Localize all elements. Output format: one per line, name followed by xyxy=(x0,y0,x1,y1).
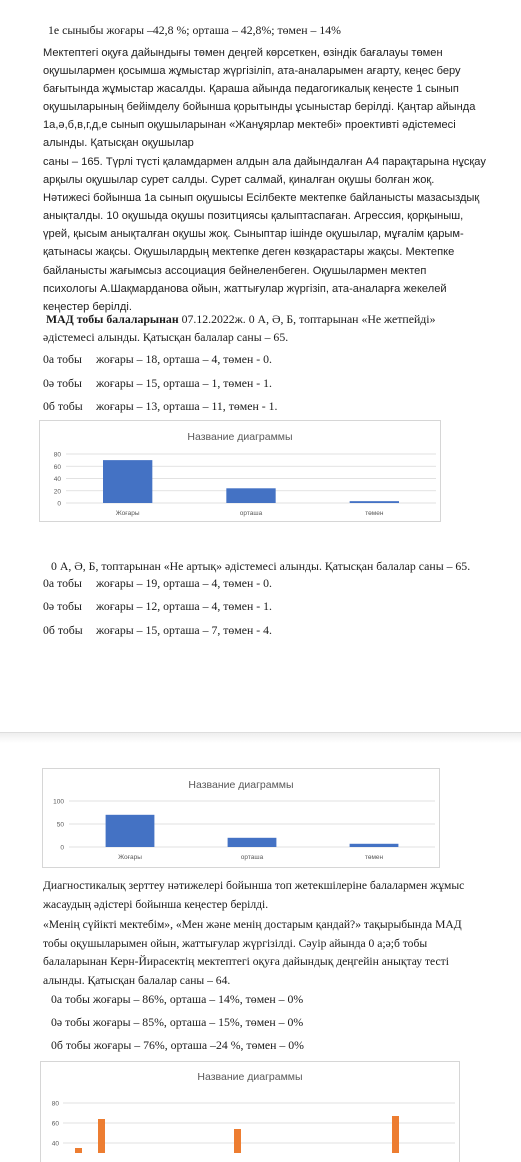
mad-group-date: 07.12.2022ж. 0 А, Ә, Б, топтарынан «Не жетпейді» xyxy=(178,312,436,326)
x-tick-label: Жоғары xyxy=(118,854,142,861)
group-values: жоғары – 15, орташа – 1, төмен - 1. xyxy=(96,376,272,390)
bar xyxy=(392,1116,399,1153)
kern-result-0ae: 0ә тобы жоғары – 85%, орташа – 15%, төмен – 0% xyxy=(51,1015,304,1029)
text-line: «Менің сүйікті мектебім», «Мен және менің достарым қандай?» тақырыбында МАД xyxy=(43,918,462,931)
x-tick-label: төмен xyxy=(364,854,384,861)
chart-1 xyxy=(39,420,441,522)
group-name: 0а тобы xyxy=(43,576,82,590)
paragraph-adaptation xyxy=(43,44,513,153)
result-line-1: 1е сыныбы жоғары –42,8 %; орташа – 42,8%; төмен – 14% xyxy=(48,23,341,37)
bar xyxy=(75,1148,82,1153)
group-result-0a xyxy=(43,350,272,369)
chart-2-plot xyxy=(43,769,439,867)
chart-3-plot xyxy=(41,1062,459,1153)
text-line: 1а,ә,б,в,г,д,е сынып оқушыларынан «Жанұярлар мектебі» проективті әдістемесі xyxy=(43,119,456,132)
text-line: балаларынан Керн-Йирасектің мектептегі оқуға дайындық деңгейін анықтау тесті xyxy=(43,955,449,969)
group-result-0ae xyxy=(43,374,272,393)
text-line: Диагностикалық зерттеу нәтижелері бойынша топ жетекшілеріне балалармен жұмыс xyxy=(43,879,465,892)
y-tick-label: 60 xyxy=(51,1120,59,1128)
text-line: бағытында жұмыстар жасалды. Қараша айында педагогикалық кеңесте 1 сынып xyxy=(43,83,459,96)
group-name: 0ә тобы xyxy=(43,599,82,613)
group-result-0ae xyxy=(43,597,272,616)
text-line: қатынасы жақсы. Оқушылардың мектепке деген көзқарастары жақсы. Мектепке xyxy=(43,246,455,259)
text-line: үрей, қысым анықталған оқушы жоқ. Сыныптар ішінде оқушылар, мұғалім қарым- xyxy=(43,228,464,241)
text-line: оқушылармен қосымша жұмыстар жүргізіліп, ата-аналарымен ағарту, кеңес беру xyxy=(43,65,461,78)
group-name: 0а тобы xyxy=(43,352,82,366)
chart-title: Название диаграммы xyxy=(188,779,294,791)
y-tick-label: 100 xyxy=(53,798,64,806)
text-line: алынды. Қатысқан оқушылар xyxy=(43,137,194,150)
group-name: 0ә тобы xyxy=(43,376,82,390)
paragraph-diagnostics xyxy=(43,877,513,914)
bar xyxy=(98,1119,105,1153)
bar xyxy=(350,501,399,503)
mad-group-heading xyxy=(46,310,435,329)
chart-1-plot xyxy=(40,421,440,521)
paragraph-drawing-test xyxy=(43,153,513,316)
bar xyxy=(228,838,277,847)
kern-result-0b: 0б тобы жоғары – 76%, орташа –24 %, төмен – 0% xyxy=(51,1038,305,1052)
text-line: жасаудың әдістері бойынша кеңестер берілді. xyxy=(43,897,269,911)
kern-result-0a: 0а тобы жоғары – 86%, орташа – 14%, төмен – 0% xyxy=(51,992,304,1006)
paragraph-kern-test xyxy=(43,916,513,990)
text-line: алынды. Қатысқан балалар саны – 64. xyxy=(43,973,231,987)
x-tick-label: төмен xyxy=(365,510,384,517)
mad-group-bold: МАД тобы балаларынан xyxy=(46,312,179,326)
x-tick-label: Жоғары xyxy=(115,510,140,517)
group-values: жоғары – 19, орташа – 4, төмен - 0. xyxy=(96,576,272,590)
chart-3 xyxy=(40,1061,460,1162)
chart-title: Название диаграммы xyxy=(197,1071,303,1083)
text-line: Мектептегі оқуға дайындығы төмен деңгей көрсеткен, өзіндік бағалауы төмен xyxy=(43,47,443,59)
group-name: 0б тобы xyxy=(43,623,83,637)
y-tick-label: 60 xyxy=(53,463,61,471)
bar xyxy=(103,460,152,503)
group-values: жоғары – 13, орташа – 11, төмен - 1. xyxy=(96,399,278,413)
group-result-0b xyxy=(43,621,272,640)
text-line: кеңестер берілді. xyxy=(43,300,132,313)
bar xyxy=(106,815,155,847)
text-line: арқылы оқушылар сурет салды. Сурет салмай, қиналған оқушы болған жоқ. xyxy=(43,174,435,187)
bar xyxy=(226,488,275,503)
y-tick-label: 0 xyxy=(60,844,64,852)
y-tick-label: 40 xyxy=(53,476,61,483)
text-line: тобы оқушыларымен ойын, жаттығулар жүргізілді. Сәуір айында 0 а;ә;б тобы xyxy=(43,936,428,950)
text-line: психологы А.Шақмарданова ойын, жаттығулар жүргізіп, ата-аналарға жекелей xyxy=(43,282,447,295)
y-tick-label: 40 xyxy=(51,1140,59,1148)
group-name: 0б тобы xyxy=(43,399,83,413)
group-result-0a xyxy=(43,574,272,593)
y-tick-label: 80 xyxy=(51,1100,59,1108)
chart-title: Название диаграммы xyxy=(187,431,293,443)
page-break xyxy=(0,732,521,743)
y-tick-label: 0 xyxy=(57,500,61,508)
text-line: анықталды. 10 оқушыда оқушы позитциясы қалыптаспаған. Агрессия, қорқыныш, xyxy=(43,210,464,223)
text-line: оқушыларының бейімделу бойынша қорытынды ұсыныстар берілді. Қаңтар айында xyxy=(43,101,476,114)
chart-2 xyxy=(42,768,440,868)
group-result-0b xyxy=(43,397,277,416)
text-line: байланысты жағымсыз ассоциация бейнеленбеген. Оқушылармен мектеп xyxy=(43,264,427,277)
mad-group-line2: әдістемесі алынды. Қатысқан балалар саны – 65. xyxy=(43,330,289,344)
text-line: саны – 165. Түрлі түсті қаламдармен алдын ала дайындалған А4 парақтарына нұсқау xyxy=(43,156,486,168)
x-tick-label: орташа xyxy=(240,854,264,861)
ne-artyk-heading: 0 А, Ә, Б, топтарынан «Не артық» әдістемесі алынды. Қатысқан балалар саны – 65. xyxy=(51,559,471,573)
bar xyxy=(234,1129,241,1153)
group-values: жоғары – 12, орташа – 4, төмен - 1. xyxy=(96,599,272,613)
y-tick-label: 80 xyxy=(53,451,61,459)
group-values: жоғары – 18, орташа – 4, төмен - 0. xyxy=(96,352,272,366)
y-tick-label: 20 xyxy=(53,488,61,496)
x-tick-label: орташа xyxy=(239,510,263,517)
text-line: Нәтижесі бойынша 1а сынып оқушысы Есілбекте мектепке байланысты мазасыздық xyxy=(43,192,480,205)
y-tick-label: 50 xyxy=(56,821,64,829)
bar xyxy=(350,844,399,847)
group-values: жоғары – 15, орташа – 7, төмен - 4. xyxy=(96,623,272,637)
